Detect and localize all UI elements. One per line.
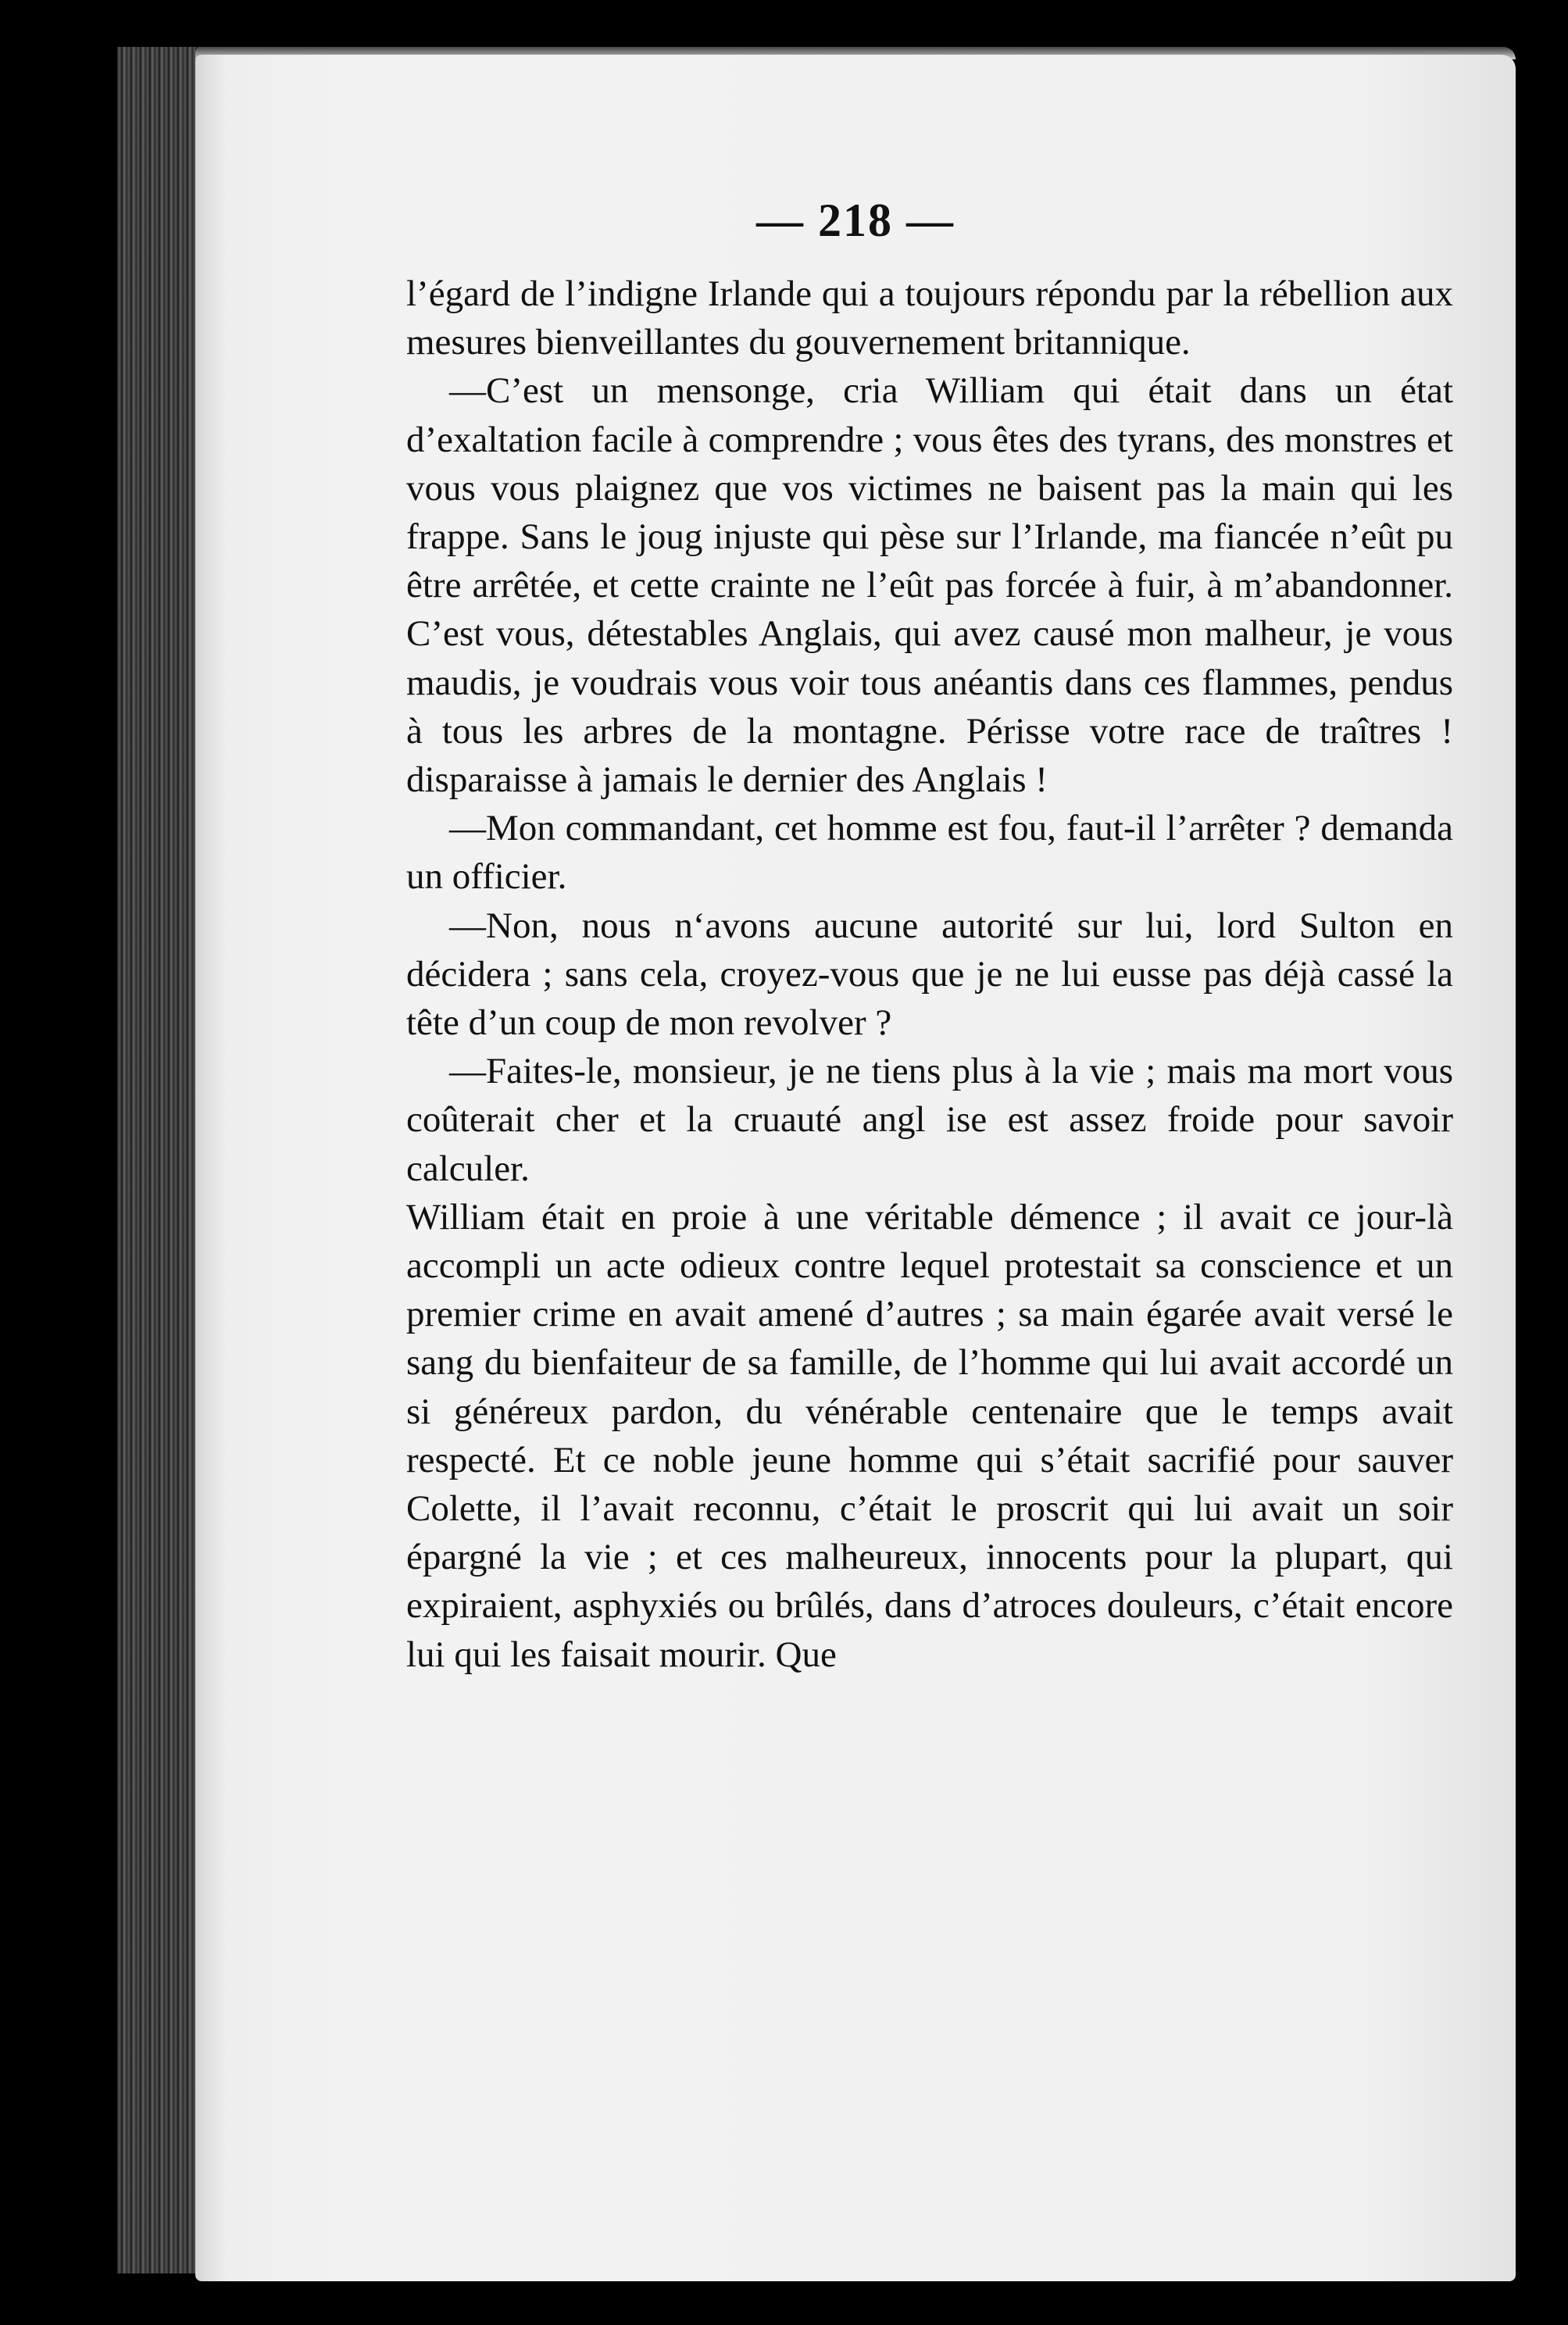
- page-body-text: [406, 270, 1453, 1679]
- paragraph-4: —Non, nous n‘avons aucune autorité sur lui, lord Sulton en décidera ; sans cela, croyez-vous que je ne lui eusse pas déjà cassé la tête d’un coup de mon revolver ?: [406, 905, 1453, 1044]
- paragraph-5: —Faites-le, monsieur, je ne tiens plus à la vie ; mais ma mort vous coûterait cher et la cruauté angl ise est assez froide pour savoir calculer.: [406, 1051, 1453, 1189]
- page-number-header: — 218 —: [756, 195, 955, 246]
- paragraph-3: —Mon commandant, cet homme est fou, faut-il l’arrêter ? demanda un officier.: [406, 808, 1453, 898]
- paragraph-1: l’égard de l’indigne Irlande qui a toujours répondu par la rébellion aux mesures bienveillantes du gouvernement britannique.: [406, 273, 1453, 363]
- paragraph-2: —C’est un mensonge, cria William qui était dans un état d’exaltation facile à comprendre ; vous êtes des tyrans, des monstres et vous vous plaignez que vos victimes ne baisent pas la main qui les frappe. Sans le joug injuste qui pèse sur l’Irlande, ma fiancée n’eût pu être arrêtée, et cette crainte ne l’eût pas forcée à fuir, à m’abandonner. C’est vous, détestables Anglais, qui avez causé mon malheur, je vous maudis, je voudrais vous voir tous anéantis dans ces flammes, pendus à tous les arbres de la montagne. Périsse votre race de traîtres ! disparaisse à jamais le dernier des Anglais !: [406, 370, 1453, 801]
- paragraph-6: William était en proie à une véritable démence ; il avait ce jour-là accompli un acte odieux contre lequel protestait sa conscience et un premier crime en avait amené d’autres ; sa main égarée avait versé le sang du bienfaiteur de sa famille, de l’homme qui lui avait accordé un si généreux pardon, du vénérable centenaire que le temps avait respecté. Et ce noble jeune homme qui s’était sacrifié pour sauver Colette, il l’avait reconnu, c’était le proscrit qui lui avait un soir épargné la vie ; et ces malheureux, innocents pour la plupart, qui expiraient, asphyxiés ou brûlés, dans d’atroces douleurs, c’était encore lui qui les faisait mourir. Que: [406, 1196, 1453, 1675]
